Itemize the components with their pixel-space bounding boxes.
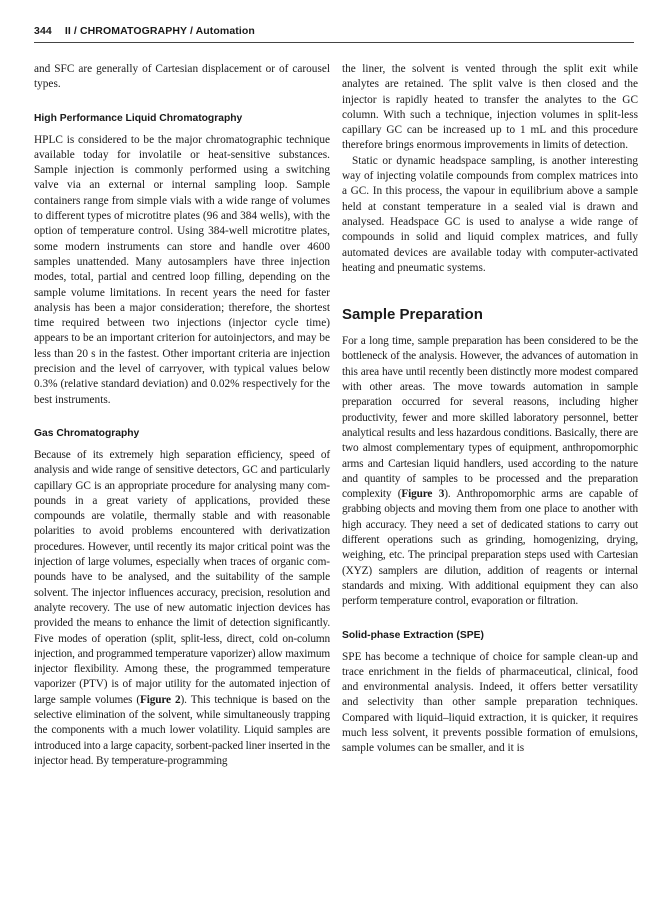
gc-paragraph-part-b: ). This technique is based on the selective elimination of the solvent, while simultaneously trapping the components with a much lower volatility. Liquid samples are introduced into a large capacity, sorbent-packed liner inserted in the injector head. By temperature-programming [34, 693, 330, 767]
sample-preparation-paragraph [342, 334, 638, 609]
sample-prep-part-a: For a long time, sample preparation has been considered to be the bottleneck of the analysis. However, the advances of automation in this area have until recently been distinctly more modest compared with other areas. The move towards automation in sample preparation occurred for several reasons, including higher productivity, fewer and more skilled laboratory personnel, better analytical results and less hazardous conditions. Basically, there are two almost complementary types of equipment, anthropomorphic arms and Cartesian liquid handlers, used according to the nature and quantity of samples to be processed and the preparation complexity ( [342, 335, 638, 501]
running-header [34, 25, 634, 37]
intro-paragraph: and SFC are generally of Cartesian displacement or of carousel types. [34, 63, 330, 91]
page-number: 344 [34, 25, 52, 37]
figure-2-link[interactable]: Figure 2 [139, 693, 181, 706]
header-rule [34, 42, 634, 43]
right-column [342, 62, 638, 757]
gc-heading: Gas Chromatography [34, 427, 140, 439]
gc-paragraph-part-a: Because of its extremely high separation efficiency, speed of analysis and wide range of sensitive detectors, GC and particularly capillary GC is an appropriate procedure for analysing many compounds in a great variety of applications, provided these compounds are volatile, thermally stable and with reasonable polarities to avoid problems encountered with derivatization procedures. However, until recently its major critical point was the injection of large volumes, especially when traces of organic compounds have to be analysed, and the suitability of the sample solvent. The injector influences accuracy, precision, resolution and analyte recovery. The use of new automatic injection devices has provided the means to enhance the limit of detection significantly. Five modes of operation (split, split-less, direct, cold on-column injection, and programmed temperature vaporizer) allow maximum injector flexibility. Among these, the programmed temperature vaporizer (PTV) is of major utility for the automated injection of large sample volumes ( [34, 448, 330, 706]
hplc-heading: High Performance Liquid Chromatography [34, 112, 243, 124]
gc-paragraph [34, 448, 330, 769]
hplc-paragraph: HPLC is considered to be the major chromatographic technique available today for involatile or heat-sensitive substances. Sample injection is commonly performed using a switching valve via an external or internal sampling loop. Sample containers range from simple vials with a wide range of volumes to different types of microtitre plates (96 and 384 wells), with the option of temperature control. Using 384-well microtitre plates, some modern instruments can store and handle over 4600 samples unattended. Many autosamplers have three injection modes, total, partial and centred loop filling, depending on the sample volume limitations. In recent years the need for faster analysis has been a major consideration; therefore, the shortest time required between two injections (injector cycle time) appears to be an important criterion for autoinjectors, and may be less than 20 s in the fastest. Other important criteria are injection precision and the level of carryover, with typical values below 0.3% (relative standard deviation) and 0.02% respectively for the best instruments. [34, 133, 330, 406]
sample-preparation-heading: Sample Preparation [342, 306, 483, 324]
sample-prep-part-b: ). Anthropomorphic arms are capable of grabbing objects and moving them from one place to another with high accuracy. They need a set of dedicated stations to carry out different operations such as grinding, homogenizing, drying, weighing, etc. The principal preparation steps used with Cartesian (XYZ) samplers are dilution, addition of reagents or internal standards and mixing. With additional equipment they can also perform temperature control, evaporation or filtration. [342, 488, 638, 608]
spe-heading: Solid-phase Extraction (SPE) [342, 629, 484, 641]
headspace-paragraph: Static or dynamic headspace sampling, is another interesting way of injecting volatile compounds from complex matrices into a GC. In this process, the vapour in equilibrium above a sample held at constant temperature in a sealed vial is drawn and analysed. Headspace GC is used to analyse a wide range of compounds in solid and liquid complex matrices, and fully automated devices are available today with computer-activated heating and pneumatic systems. [342, 154, 638, 274]
split-continuation-paragraph: the liner, the solvent is vented through the split exit while analytes are retained. The split valve is then closed and the injector is rapidly heated to transfer the analytes to the GC column. With such a technique, injection volumes in split-less capillary GC can be increased up to 1 mL and this procedure therefore brings enormous improvements in limits of detection. [342, 63, 638, 152]
running-title: II / CHROMATOGRAPHY / Automation [64, 25, 255, 37]
left-column [34, 62, 330, 769]
figure-3-link[interactable]: Figure 3 [401, 488, 445, 501]
spe-paragraph: SPE has become a technique of choice for sample clean-up and trace enrichment in the fields of pharmaceutical, clinical, food and environmental analysis. Indeed, it offers better versatility and selectivity than other sample preparation techniques. Compared with liquid–liquid extraction, it is quicker, it requires much less solvent, it prevents possible formation of emulsions, sample volumes can be smaller, and it is [342, 650, 638, 755]
